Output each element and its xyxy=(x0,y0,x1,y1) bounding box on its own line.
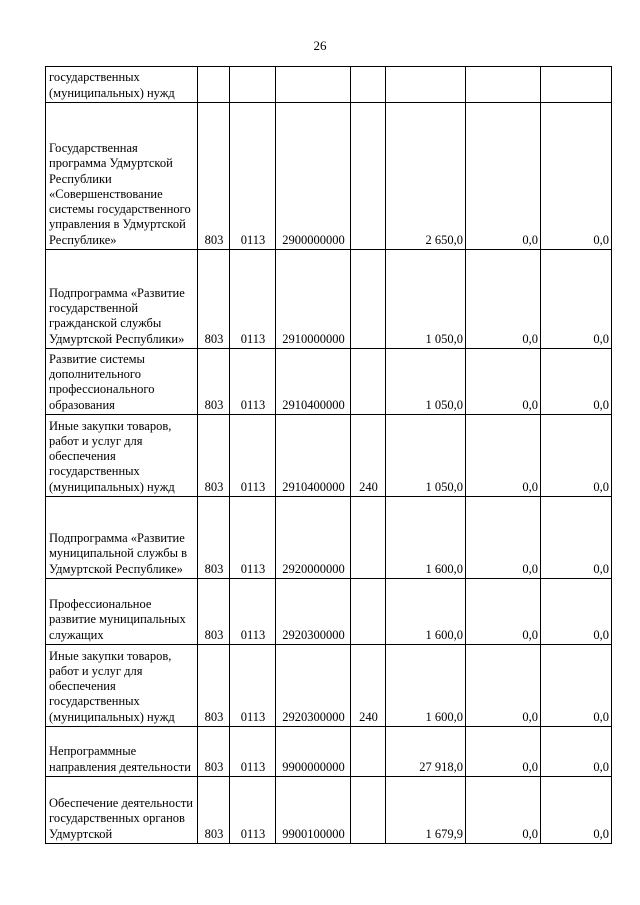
ministry-cell: 803 xyxy=(198,250,230,349)
ministry-cell: 803 xyxy=(198,415,230,497)
ministry-cell: 803 xyxy=(198,645,230,727)
row-name-cell: Обеспечение деятельности государственных органов Удмуртской xyxy=(46,777,198,844)
row-name-cell: Подпрограмма «Развитие муниципальной службы в Удмуртской Республике» xyxy=(46,497,198,579)
expense-type-cell xyxy=(351,497,386,579)
table-row xyxy=(46,645,612,727)
amount-cell: 1 679,9 xyxy=(386,777,466,844)
section-cell: 0113 xyxy=(230,415,276,497)
page-number: 26 xyxy=(313,38,327,53)
table-row xyxy=(46,349,612,415)
expense-type-cell xyxy=(351,579,386,645)
budget-table xyxy=(45,66,612,844)
amount-cell-2: 0,0 xyxy=(466,727,541,777)
amount-cell-2: 0,0 xyxy=(466,250,541,349)
table-row xyxy=(46,415,612,497)
section-cell: 0113 xyxy=(230,727,276,777)
amount-cell-3: 0,0 xyxy=(541,103,612,250)
expense-type-cell: 240 xyxy=(351,645,386,727)
expense-type-cell xyxy=(351,250,386,349)
table-row xyxy=(46,777,612,844)
amount-cell: 2 650,0 xyxy=(386,103,466,250)
table-row xyxy=(46,497,612,579)
amount-cell-2: 0,0 xyxy=(466,645,541,727)
target-article-cell xyxy=(276,67,351,103)
expense-type-cell xyxy=(351,777,386,844)
ministry-cell xyxy=(198,67,230,103)
target-article-cell: 2910400000 xyxy=(276,349,351,415)
row-name-cell: государственных (муниципальных) нужд xyxy=(46,67,198,103)
target-article-cell: 2910400000 xyxy=(276,415,351,497)
target-article-cell: 2900000000 xyxy=(276,103,351,250)
target-article-cell: 2920300000 xyxy=(276,645,351,727)
target-article-cell: 2920300000 xyxy=(276,579,351,645)
amount-cell-2: 0,0 xyxy=(466,349,541,415)
row-name-cell: Непрограммные направления деятельности xyxy=(46,727,198,777)
amount-cell-3 xyxy=(541,67,612,103)
target-article-cell: 2910000000 xyxy=(276,250,351,349)
ministry-cell: 803 xyxy=(198,103,230,250)
row-name-cell: Развитие системы дополнительного профессионального образования xyxy=(46,349,198,415)
table-row xyxy=(46,67,612,103)
section-cell: 0113 xyxy=(230,497,276,579)
row-name-cell: Профессиональное развитие муниципальных служащих xyxy=(46,579,198,645)
ministry-cell: 803 xyxy=(198,777,230,844)
row-name-cell: Иные закупки товаров, работ и услуг для обеспечения государственных (муниципальных) нужд xyxy=(46,415,198,497)
amount-cell: 27 918,0 xyxy=(386,727,466,777)
amount-cell: 1 050,0 xyxy=(386,349,466,415)
ministry-cell: 803 xyxy=(198,727,230,777)
amount-cell: 1 600,0 xyxy=(386,497,466,579)
target-article-cell: 9900000000 xyxy=(276,727,351,777)
amount-cell: 1 600,0 xyxy=(386,579,466,645)
table-row xyxy=(46,727,612,777)
table-row xyxy=(46,250,612,349)
expense-type-cell xyxy=(351,103,386,250)
ministry-cell: 803 xyxy=(198,497,230,579)
amount-cell-2: 0,0 xyxy=(466,777,541,844)
section-cell: 0113 xyxy=(230,579,276,645)
amount-cell-3: 0,0 xyxy=(541,250,612,349)
expense-type-cell xyxy=(351,349,386,415)
amount-cell-3: 0,0 xyxy=(541,645,612,727)
table-row xyxy=(46,579,612,645)
expense-type-cell xyxy=(351,67,386,103)
amount-cell-2: 0,0 xyxy=(466,579,541,645)
section-cell: 0113 xyxy=(230,645,276,727)
ministry-cell: 803 xyxy=(198,579,230,645)
amount-cell-2: 0,0 xyxy=(466,497,541,579)
section-cell: 0113 xyxy=(230,349,276,415)
row-name-cell: Подпрограмма «Развитие государственной гражданской службы Удмуртской Республики» xyxy=(46,250,198,349)
target-article-cell: 2920000000 xyxy=(276,497,351,579)
amount-cell: 1 050,0 xyxy=(386,250,466,349)
table-row xyxy=(46,103,612,250)
amount-cell-2: 0,0 xyxy=(466,103,541,250)
row-name-cell: Государственная программа Удмуртской Республики «Совершенствование системы государственного управления в Удмуртской Республике» xyxy=(46,103,198,250)
amount-cell-2: 0,0 xyxy=(466,415,541,497)
row-name-cell: Иные закупки товаров, работ и услуг для обеспечения государственных (муниципальных) нужд xyxy=(46,645,198,727)
amount-cell: 1 600,0 xyxy=(386,645,466,727)
expense-type-cell xyxy=(351,727,386,777)
section-cell xyxy=(230,67,276,103)
amount-cell: 1 050,0 xyxy=(386,415,466,497)
amount-cell-3: 0,0 xyxy=(541,497,612,579)
amount-cell-3: 0,0 xyxy=(541,777,612,844)
expense-type-cell: 240 xyxy=(351,415,386,497)
section-cell: 0113 xyxy=(230,777,276,844)
amount-cell-3: 0,0 xyxy=(541,349,612,415)
ministry-cell: 803 xyxy=(198,349,230,415)
amount-cell xyxy=(386,67,466,103)
section-cell: 0113 xyxy=(230,250,276,349)
amount-cell-3: 0,0 xyxy=(541,579,612,645)
amount-cell-3: 0,0 xyxy=(541,727,612,777)
amount-cell-2 xyxy=(466,67,541,103)
section-cell: 0113 xyxy=(230,103,276,250)
target-article-cell: 9900100000 xyxy=(276,777,351,844)
amount-cell-3: 0,0 xyxy=(541,415,612,497)
